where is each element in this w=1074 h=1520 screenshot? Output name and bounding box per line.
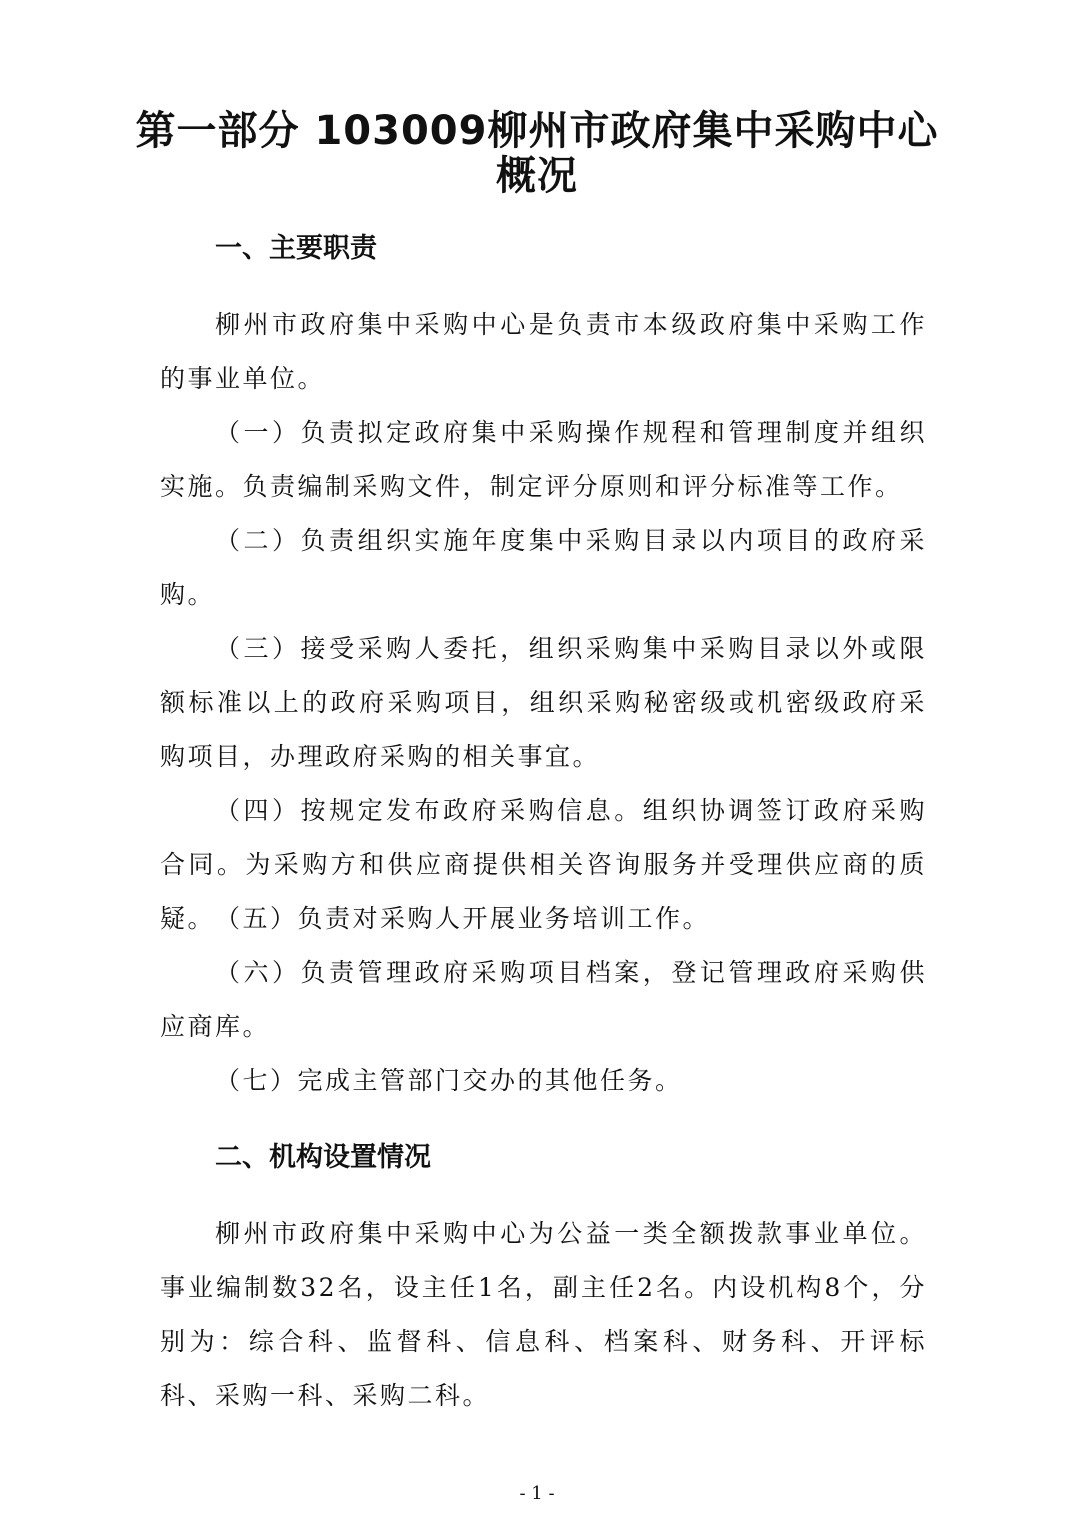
page-title-line-2: 概况 — [496, 153, 578, 199]
page-title-line-1: 第一部分 103009柳州市政府集中采购中心 — [135, 108, 939, 154]
paragraph-duty-2: （二）负责组织实施年度集中采购目录以内项目的政府采购。 — [160, 526, 927, 609]
paragraph-duty-5: （五）负责对采购人开展业务培训工作。 — [215, 904, 711, 933]
paragraph-duty-3: （三）接受采购人委托，组织采购集中采购目录以外或限额标准以上的政府采购项目，组织采购秘密级或机密级政府采购项目，办理政府采购的相关事宜。 — [160, 634, 927, 771]
paragraph-duty-1: （一）负责拟定政府集中采购操作规程和管理制度并组织实施。负责编制采购文件，制定评分原则和评分标准等工作。 — [160, 418, 927, 501]
paragraph-duty-4: （四）按规定发布政府采购信息。组织协调签订政府采购合同。为采购方和供应商提供相关咨询服务并受理供应商的质疑。 — [160, 796, 927, 933]
page-number: - 1 - — [519, 1483, 555, 1504]
paragraph-intro: 柳州市政府集中采购中心是负责市本级政府集中采购工作的事业单位。 — [160, 310, 927, 393]
paragraph-duty-6: （六）负责管理政府采购项目档案，登记管理政府采购供应商库。 — [160, 958, 927, 1041]
paragraph-duty-7: （七）完成主管部门交办的其他任务。 — [215, 1066, 683, 1095]
paragraph-organization: 柳州市政府集中采购中心为公益一类全额拨款事业单位。事业编制数32名，设主任1名，副主任2名。内设机构8个，分别为：综合科、监督科、信息科、档案科、财务科、开评标科、采购一科、采购二科。 — [160, 1219, 927, 1410]
section-heading-organization: 二、机构设置情况 — [215, 1142, 431, 1173]
section-heading-duties: 一、主要职责 — [215, 233, 377, 264]
